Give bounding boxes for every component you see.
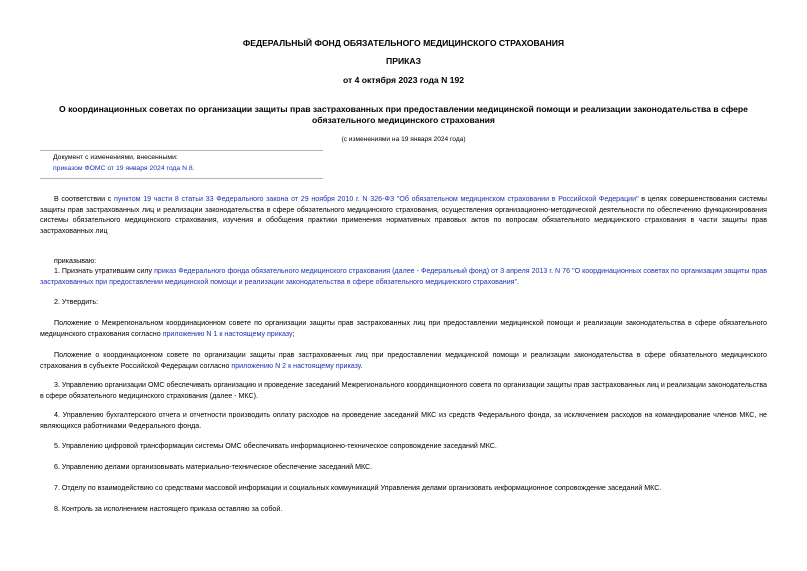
divider-bottom xyxy=(40,178,323,179)
item-2a-text: Положение о Межрегиональном координационном совете по организации защиты прав застрахованных лиц при предоставлении медицинской помощи и реализации законодательства в сфере обязательного медицинского страхования согласно xyxy=(40,319,767,338)
item-2b-end: . xyxy=(360,361,363,370)
appendix-2-link[interactable]: приложению N 2 к настоящему приказу xyxy=(231,361,361,370)
item-3: 3. Управлению организации ОМС обеспечивать организацию и проведение заседаний Межрегионального координационного совета по организации защиты прав застрахованных лиц и реализации законодательства в сфере обязательного медицинского страхования (далее - МКС). xyxy=(40,381,767,400)
preamble-text-start: В соответствии с xyxy=(54,195,115,203)
item-2b xyxy=(40,350,767,371)
item-5: 5. Управлению цифровой трансформации системы ОМС обеспечивать информационно-техническое сопровождение заседаний МКС. xyxy=(54,442,497,450)
item-2: 2. Утвердить: xyxy=(54,298,99,306)
appendix-1-link[interactable]: приложению N 1 к настоящему приказу xyxy=(162,329,293,338)
changes-block xyxy=(53,153,353,174)
item-2b-text: Положение о координационном совете по организации защиты прав застрахованных лиц при предоставлении медицинской помощи и реализации законодательства в сфере обязательного медицинского страхования в субъекте Российской Федерации согласно xyxy=(40,351,767,370)
preamble-text-end: в целях совершенствования системы защиты прав застрахованных лиц и реализации законодательства в сфере обязательного медицинского страхования, осуществления организационно-методической деятельности по обеспечению функционирования системы обязательного медицинского страхования, изучения и обобщения практики применения нормативных правовых актов по вопросам обязательного медицинского страхования в части защиты прав застрахованных лиц xyxy=(40,195,768,235)
changes-label: Документ с изменениями, внесенными: xyxy=(53,154,178,161)
amendment-note: (с изменениями на 19 января 2024 года) xyxy=(341,136,466,143)
doc-date-number: от 4 октября 2023 года N 192 xyxy=(342,75,465,85)
changes-link[interactable]: приказом ФОМС от 19 января 2024 года N 8. xyxy=(53,164,195,172)
item-4: 4. Управлению бухгалтерского отчета и отчетности производить оплату расходов на проведение заседаний МКС из средств Федерального фонда, за исключением расходов на командирование членов МКС, не являющихся работниками Федерального фонда. xyxy=(40,411,767,430)
item-8: 8. Контроль за исполнением настоящего приказа оставляю за собой. xyxy=(54,505,283,513)
item-2a xyxy=(40,318,767,339)
item-1 xyxy=(40,266,767,287)
item-7: 7. Отделу по взаимодействию со средствами массовой информации и социальных коммуникаций Управления делами организовать информационное сопровождение заседаний МКС. xyxy=(54,484,662,492)
doc-title: О координационных советах по организации защиты прав застрахованных при предоставлении медицинской помощи и реализации законодательства в сфере обязательного медицинского страхования xyxy=(59,104,748,125)
preamble-paragraph xyxy=(40,194,767,236)
item-1-end: . xyxy=(517,277,520,286)
revoked-order-link[interactable]: приказ Федерального фонда обязательного медицинского страхования (далее - Федеральный фонд) от 3 апреля 2013 г. N 76 "О координационных советах по организации защиты прав застрахованных при предоставлении медицинской помощи и реализации законодательства в сфере обязательного медицинского страхования" xyxy=(40,267,767,286)
item-6: 6. Управлению делами организовывать материально-техническое обеспечение заседаний МКС. xyxy=(54,463,373,471)
org-name: ФЕДЕРАЛЬНЫЙ ФОНД ОБЯЗАТЕЛЬНОГО МЕДИЦИНСКОГО СТРАХОВАНИЯ xyxy=(242,38,565,48)
divider-top xyxy=(40,150,323,151)
order-word: приказываю: xyxy=(54,257,97,265)
law-link[interactable]: пунктом 19 части 8 статьи 33 Федерального закона от 29 ноября 2010 г. N 326-ФЗ "Об обязательном медицинском страховании в Российской Федерации" xyxy=(114,195,639,203)
item-2a-end: ; xyxy=(292,329,295,338)
item-1-text: 1. Признать утратившим силу xyxy=(54,267,155,275)
doc-type: ПРИКАЗ xyxy=(386,56,421,66)
